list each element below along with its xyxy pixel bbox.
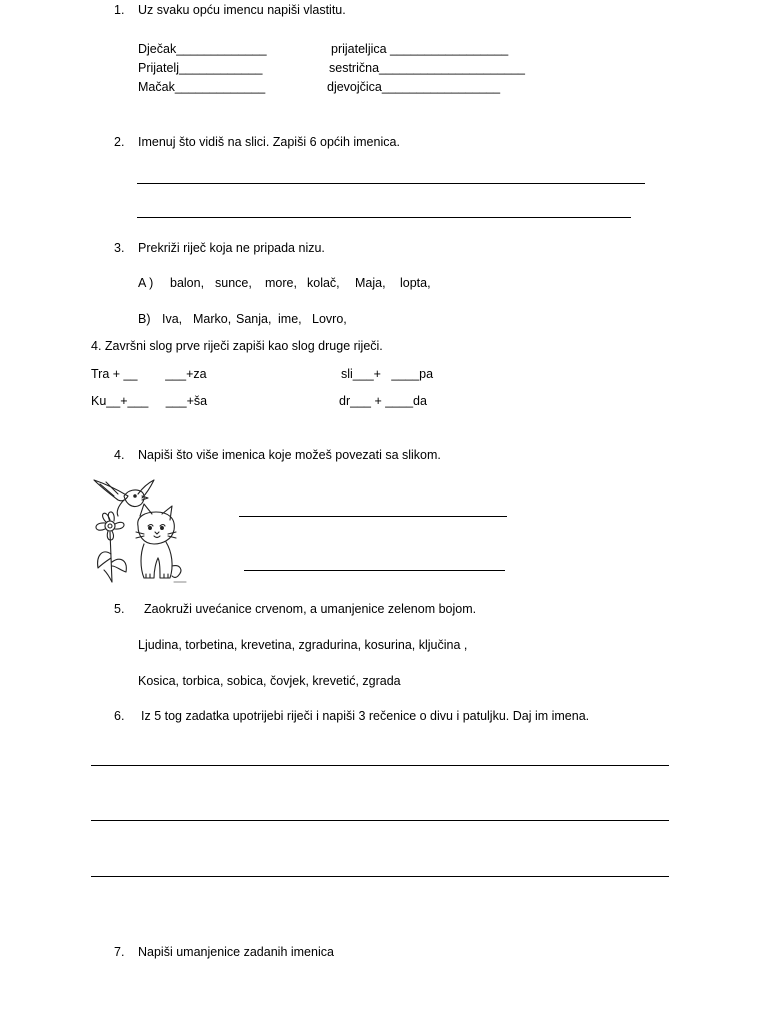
q3-instruction: Prekriži riječ koja ne pripada nizu. bbox=[138, 241, 325, 255]
q1-right-item-2: sestrična_____________________ bbox=[329, 61, 526, 75]
q3-number: 3. bbox=[114, 241, 125, 255]
q3-row-b-word: Marko, bbox=[193, 312, 232, 326]
q2-instruction: Imenuj što vidiš na slici. Zapiši 6 općih imenica. bbox=[138, 135, 400, 149]
q7-number: 7. bbox=[114, 945, 125, 959]
q5-instruction: Zaokruži uvećanice crvenom, a umanjenice zelenom bojom. bbox=[144, 602, 477, 616]
q6-instruction: Iz 5 tog zadatka upotrijebi riječi i napiši 3 rečenice o divu i patuljku. Daj im imena. bbox=[141, 709, 590, 723]
q7-instruction: Napiši umanjenice zadanih imenica bbox=[138, 945, 334, 959]
q1-left-item-1: Dječak_____________ bbox=[138, 42, 267, 56]
q2-number: 2. bbox=[114, 135, 125, 149]
q4b-number: 4. bbox=[114, 448, 125, 462]
q4a-row1-left: Tra + __ ___+za bbox=[91, 367, 207, 381]
q3-row-b-word: Iva, bbox=[162, 312, 183, 326]
q2-answer-line-1 bbox=[137, 183, 645, 184]
kitten-icon bbox=[136, 504, 181, 578]
q5-number: 5. bbox=[114, 602, 125, 616]
q3-row-b-word: Lovro, bbox=[312, 312, 347, 326]
q3-row-a-word: kolač, bbox=[307, 276, 340, 290]
bird-icon bbox=[94, 480, 154, 516]
q1-right-item-3: djevojčica_________________ bbox=[327, 80, 501, 94]
q6-answer-line-1 bbox=[91, 765, 669, 766]
flower-icon bbox=[96, 512, 126, 582]
q5-word-list-1: Ljudina, torbetina, krevetina, zgradurina, kosurina, ključina , bbox=[138, 638, 468, 652]
q4a-row2-right: dr___ + ____da bbox=[339, 394, 427, 408]
q4b-instruction: Napiši što više imenica koje možeš povezati sa slikom. bbox=[138, 448, 441, 462]
q3-row-a-word: Maja, bbox=[355, 276, 386, 290]
q1-right-item-1: prijateljica _________________ bbox=[331, 42, 509, 56]
q4b-answer-line-1 bbox=[239, 516, 507, 517]
bird-flower-kitten-illustration bbox=[88, 474, 192, 586]
q6-answer-line-3 bbox=[91, 876, 669, 877]
q3-row-a-word: balon, bbox=[170, 276, 205, 290]
q6-answer-line-2 bbox=[91, 820, 669, 821]
q2-answer-line-2 bbox=[137, 217, 631, 218]
q3-row-b-word: ime, bbox=[278, 312, 302, 326]
q3-row-a-word: sunce, bbox=[215, 276, 252, 290]
q3-row-a-label: A ) bbox=[138, 276, 154, 290]
q1-left-item-2: Prijatelj____________ bbox=[138, 61, 263, 75]
q1-number: 1. bbox=[114, 3, 125, 17]
q4a-instruction: 4. Završni slog prve riječi zapiši kao slog druge riječi. bbox=[91, 339, 383, 353]
q3-row-b-word: Sanja, bbox=[236, 312, 272, 326]
q3-row-a-word: more, bbox=[265, 276, 297, 290]
q4a-row1-right: sli___+ ____pa bbox=[341, 367, 434, 381]
q3-row-b-label: B) bbox=[138, 312, 151, 326]
q4a-row2-left: Ku__+___ ___+ša bbox=[91, 394, 208, 408]
q4b-answer-line-2 bbox=[244, 570, 505, 571]
q1-instruction: Uz svaku opću imencu napiši vlastitu. bbox=[138, 3, 346, 17]
q6-number: 6. bbox=[114, 709, 125, 723]
q5-word-list-2: Kosica, torbica, sobica, čovjek, krevetić, zgrada bbox=[138, 674, 401, 688]
q3-row-a-word: lopta, bbox=[400, 276, 431, 290]
q1-left-item-3: Mačak_____________ bbox=[138, 80, 266, 94]
